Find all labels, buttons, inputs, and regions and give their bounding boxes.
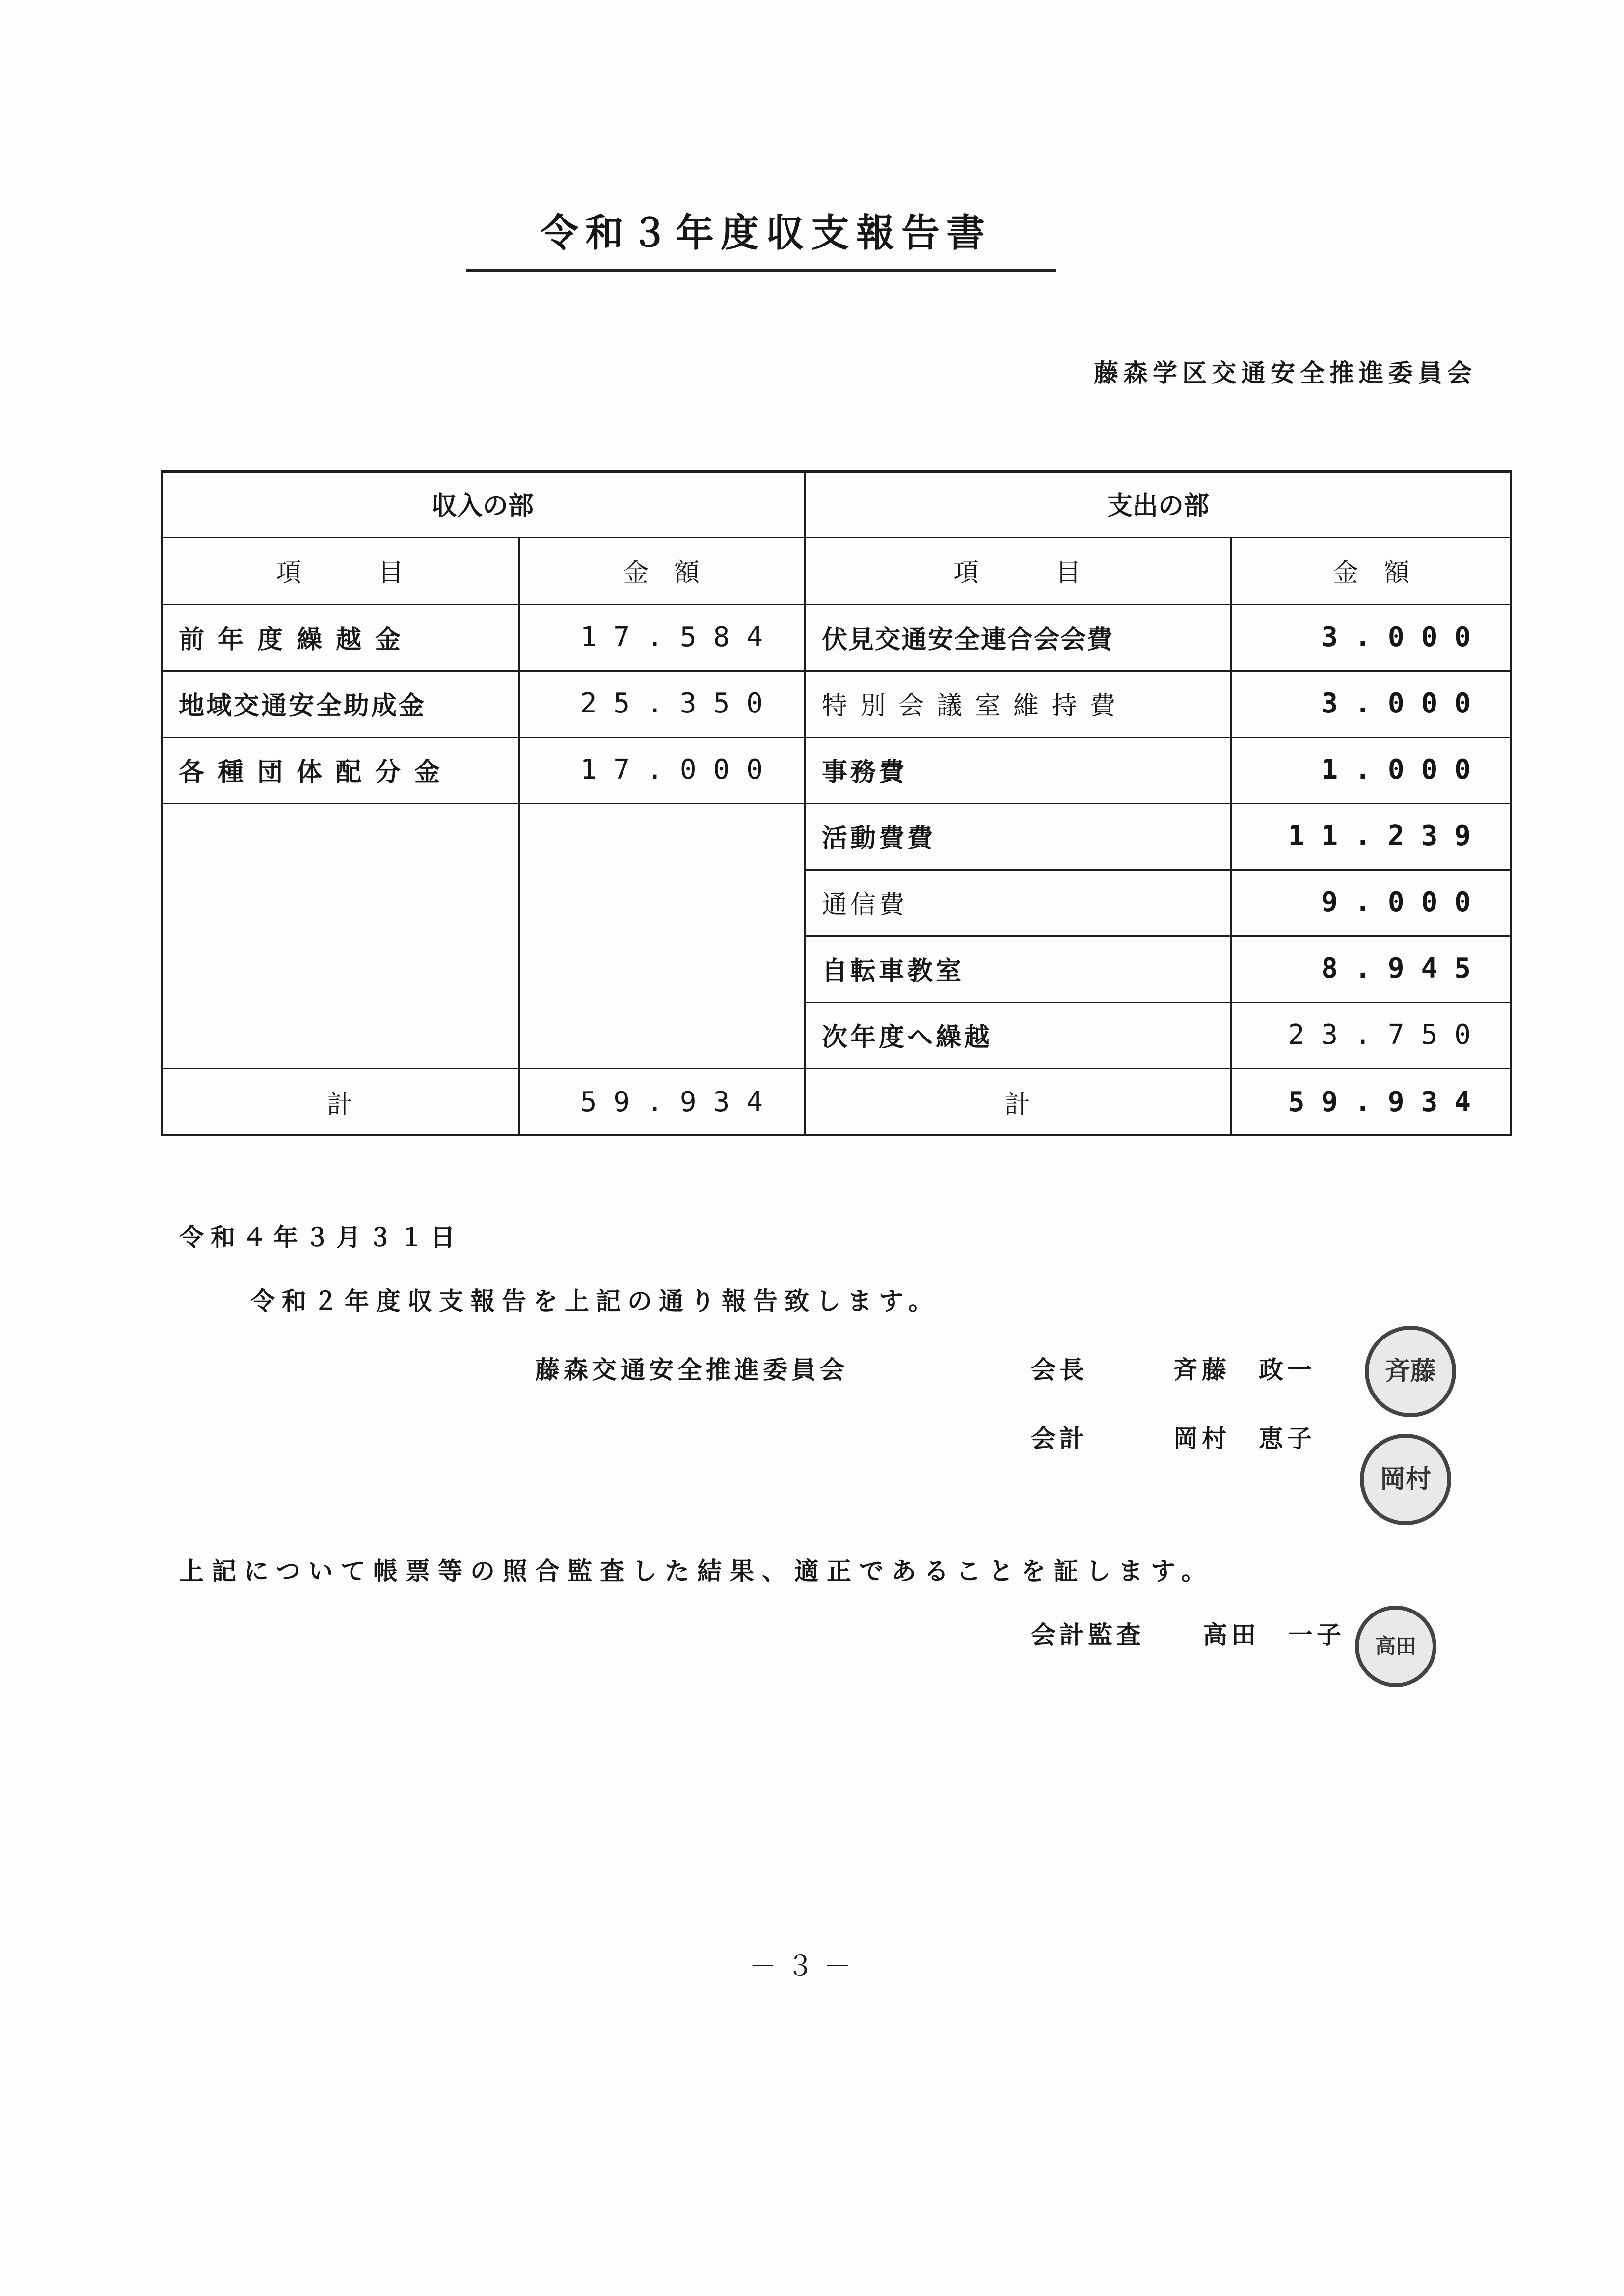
- seal-text: 岡村: [1380, 1464, 1431, 1494]
- expense-item: 活動費費: [822, 824, 936, 853]
- expense-item: 事務費: [822, 758, 908, 787]
- expense-item: 自転車教室: [822, 957, 965, 986]
- audit-statement: 上記について帳票等の照合監査した結果、適正であることを証します。: [179, 1557, 1214, 1585]
- auditor-name: 高田 一子: [1203, 1621, 1345, 1649]
- expense-amount: 8.945: [1321, 953, 1488, 984]
- expense-header: 支出の部: [1107, 492, 1209, 521]
- income-item: 各種団体配分金: [179, 758, 454, 787]
- income-total-amount: 59.934: [580, 1086, 780, 1118]
- expense-item: 通信費: [822, 890, 908, 920]
- income-amount: 17.000: [580, 754, 780, 786]
- income-header: 収入の部: [431, 492, 534, 521]
- committee-name: 藤森交通安全推進委員会: [535, 1356, 848, 1384]
- expense-total-label: 計: [1004, 1090, 1030, 1120]
- income-item: 前年度繰越金: [179, 625, 415, 655]
- expense-amount: 9.000: [1321, 886, 1488, 918]
- income-item-column-header: 項 目: [275, 558, 404, 588]
- chairman-name: 斉藤 政一: [1173, 1356, 1316, 1384]
- income-item: 地域交通安全助成金: [179, 691, 427, 721]
- treasurer-seal: [1360, 1434, 1451, 1525]
- report-statement: 令和２年度収支報告を上記の通り報告致します。: [250, 1287, 940, 1315]
- report-date: 令和４年３月３１日: [179, 1223, 462, 1252]
- expense-item-column-header: 項 目: [953, 558, 1081, 588]
- treasurer-role: 会計: [1031, 1424, 1088, 1453]
- expense-amount: 23.750: [1288, 1019, 1488, 1051]
- income-total-label: 計: [326, 1090, 352, 1120]
- expense-amount: 3.000: [1321, 687, 1488, 719]
- expense-amount-column-header: 金 額: [1332, 558, 1409, 588]
- treasurer-name: 岡村 恵子: [1173, 1424, 1316, 1453]
- balance-table: [161, 470, 1512, 1136]
- expense-item: 伏見交通安全連合会会費: [822, 625, 1114, 655]
- chairman-seal: [1365, 1326, 1456, 1417]
- seal-text: 高田: [1375, 1634, 1416, 1658]
- organization-name: 藤森学区交通安全推進委員会: [1094, 359, 1477, 387]
- income-amount: 17.584: [580, 621, 780, 653]
- chairman-role: 会長: [1031, 1356, 1088, 1384]
- income-amount: 25.350: [580, 687, 780, 719]
- expense-total-amount: 59.934: [1288, 1086, 1488, 1118]
- auditor-seal: [1355, 1606, 1436, 1687]
- expense-item: 特別会議室維持費: [822, 691, 1129, 721]
- page-number: －３－: [749, 1950, 861, 1982]
- title-underline: [466, 269, 1056, 272]
- income-amount-column-header: 金 額: [623, 558, 700, 588]
- expense-amount: 11.239: [1288, 820, 1488, 852]
- expense-amount: 3.000: [1321, 621, 1488, 653]
- expense-amount: 1.000: [1321, 754, 1488, 786]
- auditor-role: 会計監査: [1031, 1621, 1145, 1649]
- document-title: 令和３年度収支報告書: [540, 211, 992, 255]
- seal-text: 斉藤: [1384, 1356, 1436, 1386]
- expense-item: 次年度へ繰越: [822, 1023, 993, 1052]
